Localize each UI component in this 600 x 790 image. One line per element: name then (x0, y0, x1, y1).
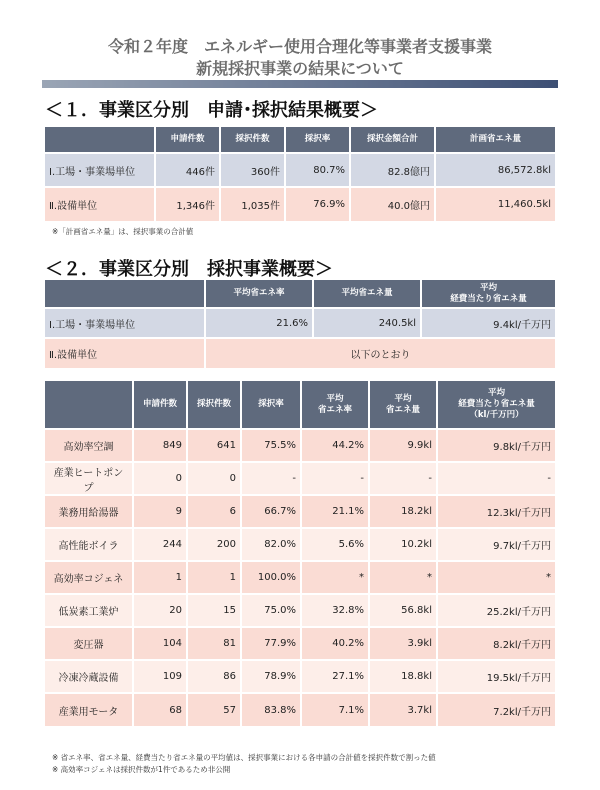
table-cell: 0 (133, 462, 187, 495)
section2-heading: ＜２．事業区分別 採択事業概要＞ (45, 259, 333, 280)
header-cell: 申請件数 (133, 381, 187, 429)
table-cell: 9 (133, 495, 187, 528)
table-cell: 9.4kl/千万円 (421, 308, 555, 338)
table-row (45, 153, 555, 187)
header-cell: 採択件数 (187, 381, 241, 429)
table-row (45, 429, 555, 462)
table-cell: 6 (187, 495, 241, 528)
row-label: 産業ヒートポンプ (45, 462, 133, 495)
table-row (45, 660, 555, 693)
header-text: 平均 経費当たり省エネ量 （kl/千万円） (458, 388, 535, 420)
table-cell: 9.7kl/千万円 (437, 528, 555, 561)
header-text: 平均 省エネ率 (317, 393, 352, 415)
table-row (45, 693, 555, 726)
header-cell (301, 381, 369, 429)
table-cell: 78.9% (241, 660, 301, 693)
table-cell: 32.8% (301, 594, 369, 627)
table-cell: 68 (133, 693, 187, 726)
table-cell: 240.5kl (313, 308, 421, 338)
table-cell: 3.7kl (369, 693, 437, 726)
page-title-line2: 新規採択事業の結果について (196, 59, 404, 78)
table-cell: - (241, 462, 301, 495)
title-divider (42, 80, 558, 88)
table-cell: 7.2kl/千万円 (437, 693, 555, 726)
row-label: 冷凍冷蔵設備 (45, 660, 133, 693)
table-cell: 66.7% (241, 495, 301, 528)
table-cell: 44.2% (301, 429, 369, 462)
table-cell: 5.6% (301, 528, 369, 561)
header-text: 平均 経費当たり省エネ量 (450, 282, 527, 304)
header-cell: 申請件数 (155, 127, 220, 153)
table-cell: 18.8kl (369, 660, 437, 693)
table-cell: * (369, 561, 437, 594)
table-cell: - (437, 462, 555, 495)
table-cell: 56.8kl (369, 594, 437, 627)
table-cell: 641 (187, 429, 241, 462)
table-cell: 8.2kl/千万円 (437, 627, 555, 660)
table-row (45, 594, 555, 627)
table-row (45, 561, 555, 594)
footnote-2: ※ 高効率コジェネは採択件数が1件であるため非公開 (52, 765, 231, 774)
equipment-results-table (45, 381, 555, 726)
table-cell: 849 (133, 429, 187, 462)
table-cell: 15 (187, 594, 241, 627)
row-label: Ⅰ.工場・事業場単位 (45, 153, 155, 187)
table-cell: 100.0% (241, 561, 301, 594)
header-cell: 採択率 (285, 127, 350, 153)
table-cell: 1,346件 (155, 187, 220, 221)
row-label: 業務用給湯器 (45, 495, 133, 528)
table-cell: - (369, 462, 437, 495)
table-cell: 244 (133, 528, 187, 561)
table-row (45, 308, 555, 338)
table-row (45, 338, 555, 368)
header-cell: 平均省エネ量 (313, 280, 421, 308)
table-cell: 7.1% (301, 693, 369, 726)
table-row (45, 495, 555, 528)
table-cell: 80.7% (285, 153, 350, 187)
row-label: 高効率コジェネ (45, 561, 133, 594)
row-label: Ⅱ.設備単位 (45, 338, 205, 368)
table-cell: 86 (187, 660, 241, 693)
header-cell: 採択件数 (220, 127, 285, 153)
table-cell: 27.1% (301, 660, 369, 693)
header-cell (369, 381, 437, 429)
table-cell: 86,572.8kl (435, 153, 555, 187)
table-cell: 9.9kl (369, 429, 437, 462)
row-label: 産業用モータ (45, 693, 133, 726)
application-results-table (45, 127, 555, 221)
table-cell: 446件 (155, 153, 220, 187)
table-cell: 104 (133, 627, 187, 660)
equipment-rows (45, 429, 555, 726)
header-cell (45, 280, 205, 308)
table-cell: 10.2kl (369, 528, 437, 561)
table-cell: 12.3kl/千万円 (437, 495, 555, 528)
row-label: 低炭素工業炉 (45, 594, 133, 627)
table-cell: * (301, 561, 369, 594)
header-cell: 採択金額合計 (350, 127, 435, 153)
table-cell: 21.1% (301, 495, 369, 528)
table-cell: * (437, 561, 555, 594)
header-cell (421, 280, 555, 308)
header-cell (45, 127, 155, 153)
header-cell: 計画省エネ量 (435, 127, 555, 153)
header-text: 平均 省エネ量 (385, 393, 420, 415)
table-cell: 81 (187, 627, 241, 660)
table-header-row (45, 280, 555, 308)
row-label: Ⅱ.設備単位 (45, 187, 155, 221)
header-cell: 平均省エネ率 (205, 280, 313, 308)
header-cell (437, 381, 555, 429)
table-cell: 200 (187, 528, 241, 561)
row-label: 変圧器 (45, 627, 133, 660)
row-label: Ⅰ.工場・事業場単位 (45, 308, 205, 338)
table-row (45, 627, 555, 660)
table-cell: 3.9kl (369, 627, 437, 660)
table-cell: 40.2% (301, 627, 369, 660)
row-label: 高効率空調 (45, 429, 133, 462)
section1-note: ※「計画省エネ量」は、採択事業の合計値 (52, 227, 194, 236)
table-cell: 76.9% (285, 187, 350, 221)
table-cell: 1 (133, 561, 187, 594)
table-cell: 25.2kl/千万円 (437, 594, 555, 627)
table-cell: 75.0% (241, 594, 301, 627)
table-cell: 82.0% (241, 528, 301, 561)
section1-heading: ＜１．事業区分別 申請･採択結果概要＞ (45, 100, 378, 121)
table-cell: 18.2kl (369, 495, 437, 528)
header-cell: 採択率 (241, 381, 301, 429)
table-row (45, 528, 555, 561)
header-cell (45, 381, 133, 429)
table-cell: 40.0億円 (350, 187, 435, 221)
table-cell: 82.8億円 (350, 153, 435, 187)
table-cell: 19.5kl/千万円 (437, 660, 555, 693)
table-cell: 360件 (220, 153, 285, 187)
table-cell: 83.8% (241, 693, 301, 726)
footnote-1: ※ 省エネ率、省エネ量、経費当たり省エネ量の平均値は、採択事業における各申請の合計値を採択件数で割った値 (52, 753, 436, 762)
table-cell: 20 (133, 594, 187, 627)
adoption-summary-table (45, 280, 555, 368)
table-cell: 21.6% (205, 308, 313, 338)
table-row (45, 187, 555, 221)
table-cell: 109 (133, 660, 187, 693)
table-cell: 11,460.5kl (435, 187, 555, 221)
page-title-line1: 令和２年度 エネルギー使用合理化等事業者支援事業 (107, 37, 492, 56)
table-cell: - (301, 462, 369, 495)
table-row (45, 462, 555, 495)
table-cell: 57 (187, 693, 241, 726)
table-cell: 1 (187, 561, 241, 594)
table-header-row (45, 381, 555, 429)
merged-cell: 以下のとおり (205, 338, 555, 368)
table-cell: 75.5% (241, 429, 301, 462)
table-cell: 1,035件 (220, 187, 285, 221)
table-cell: 9.8kl/千万円 (437, 429, 555, 462)
row-label: 高性能ボイラ (45, 528, 133, 561)
table-cell: 77.9% (241, 627, 301, 660)
table-header-row (45, 127, 555, 153)
table-cell: 0 (187, 462, 241, 495)
